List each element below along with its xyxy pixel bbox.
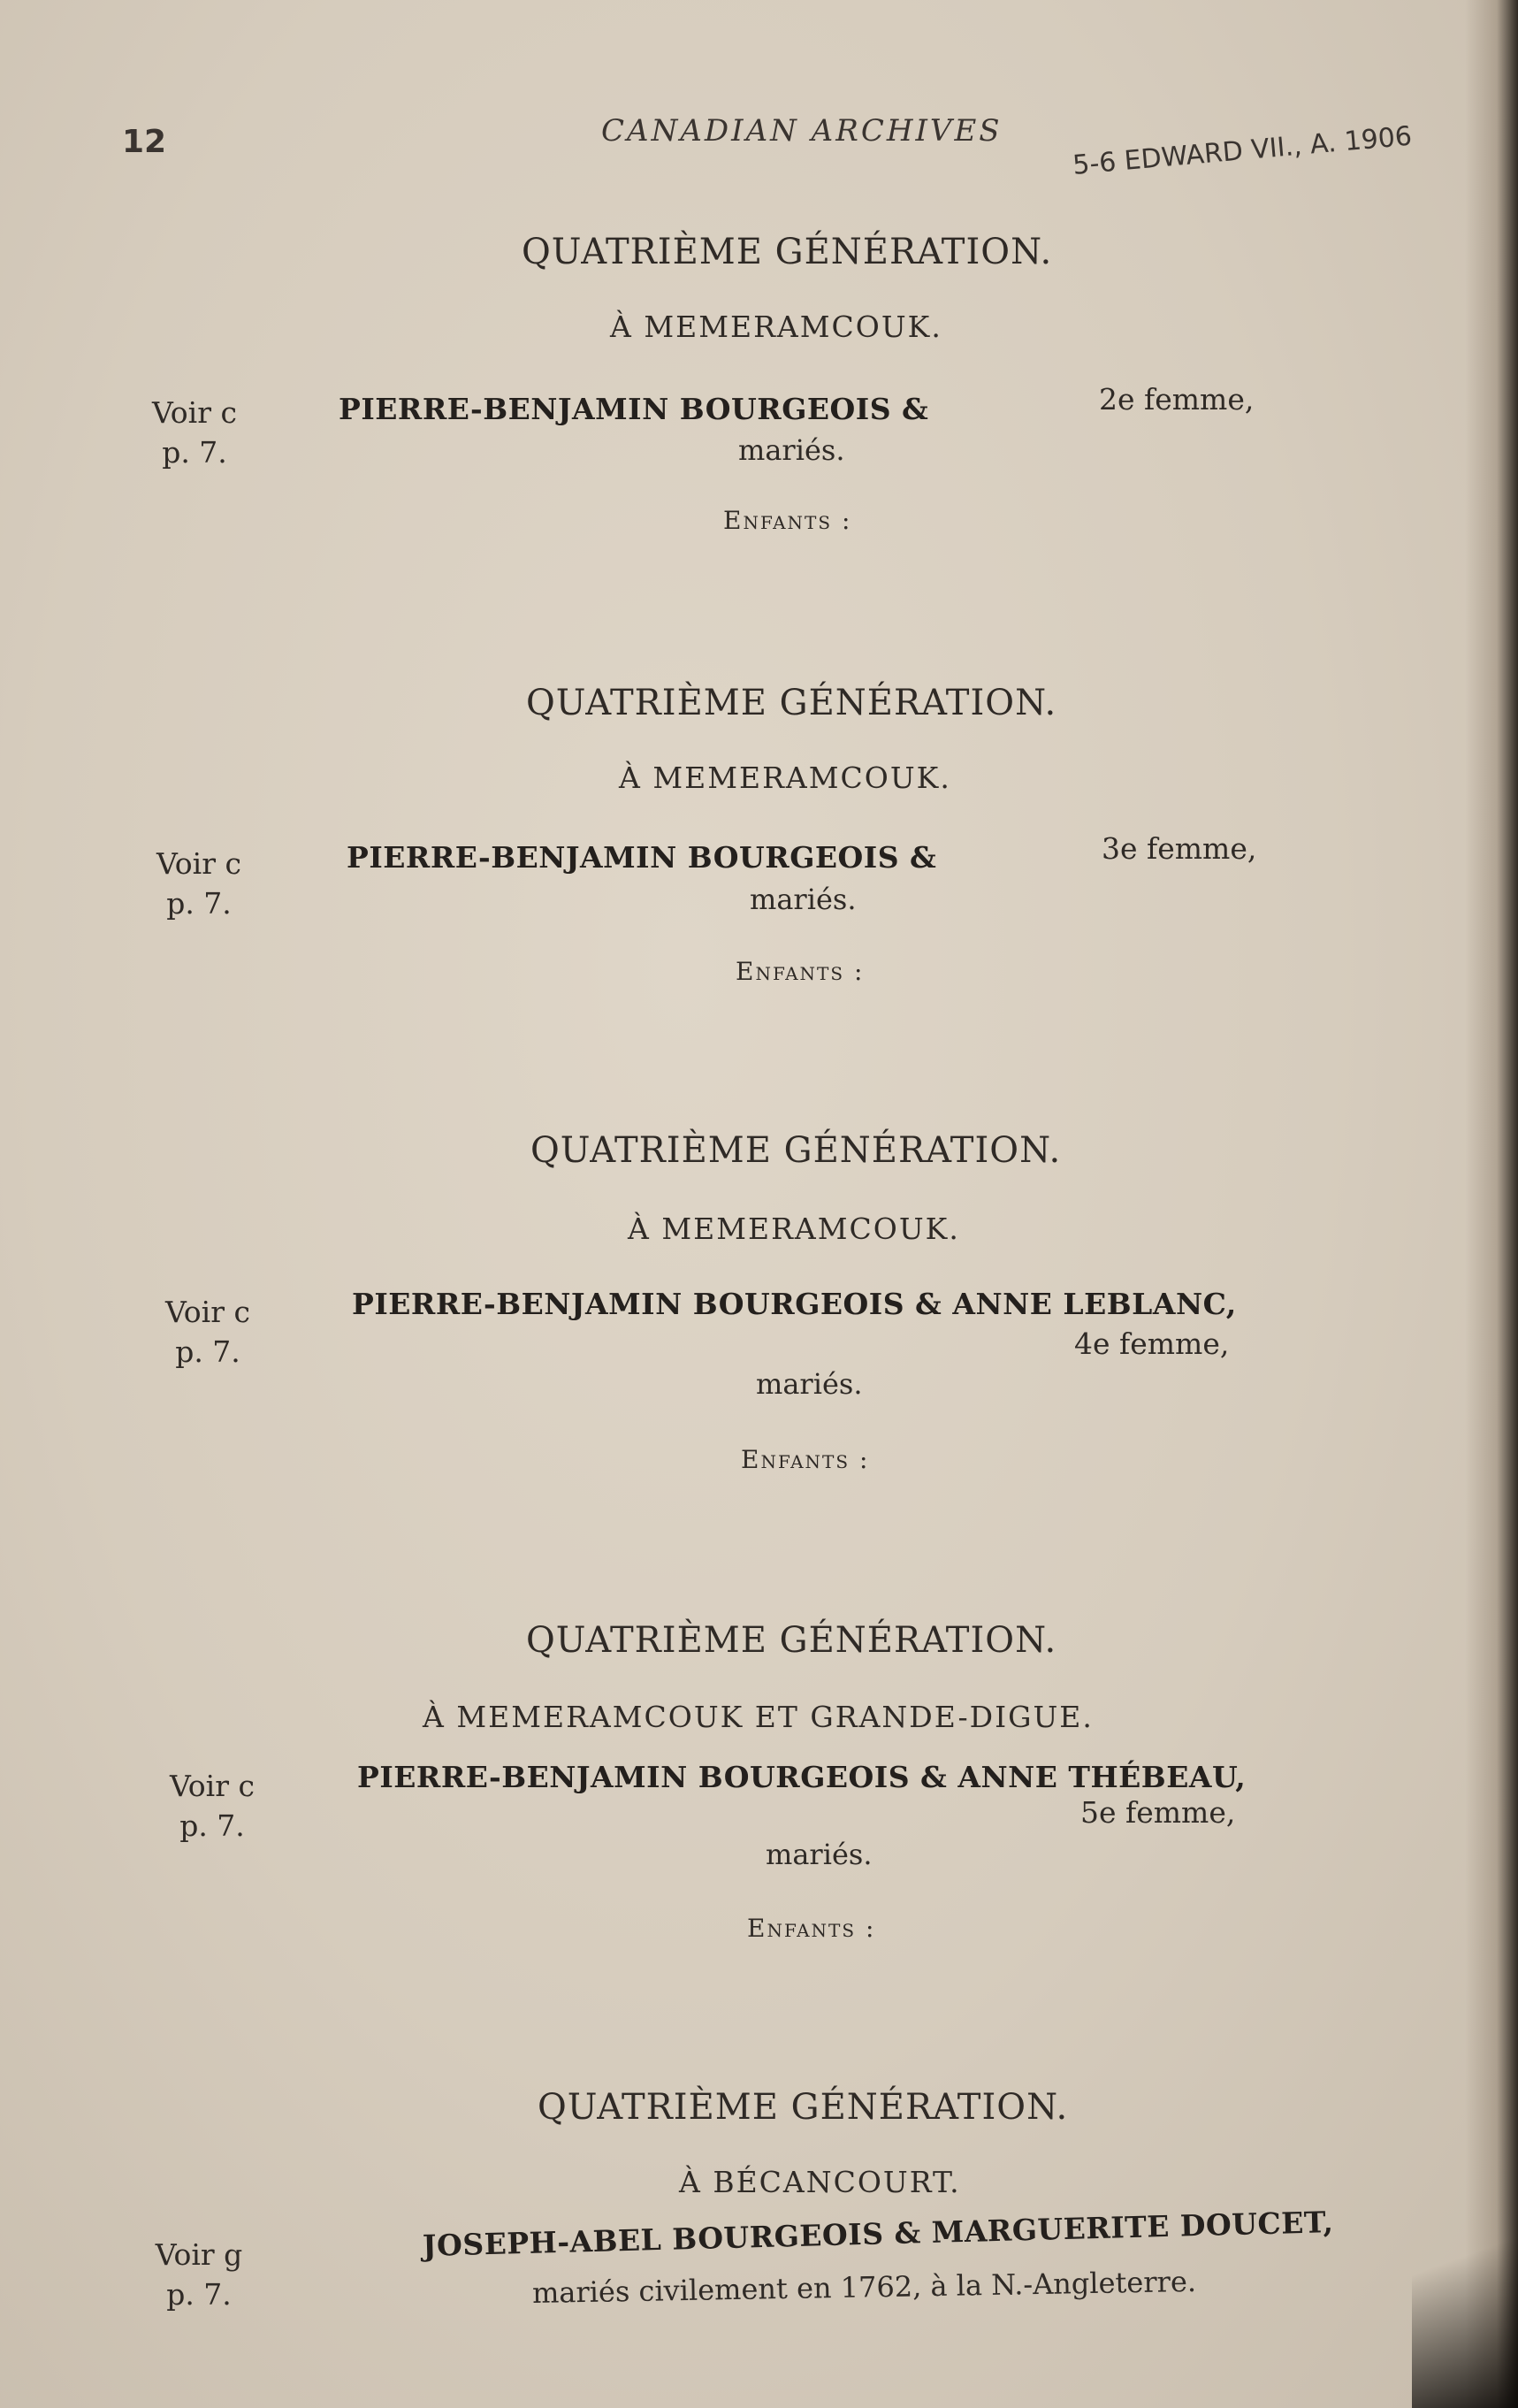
marriage-status: mariés civilement en 1762, à la N.-Angleterre. [531,2264,1197,2310]
children-label: Enfants : [723,506,852,535]
page-spine-shadow [1465,0,1518,2408]
couple-names: PIERRE-BENJAMIN BOURGEOIS & ANNE THÉBEAU, [357,1760,1247,1794]
cross-reference [141,2236,256,2314]
marriage-status: mariés. [750,883,857,916]
children-label: Enfants : [736,957,865,986]
cross-reference [137,394,252,472]
reference-page: p. 7. [175,1334,240,1369]
wife-order-note: 2e femme, [1099,382,1255,417]
couple-names: PIERRE-BENJAMIN BOURGEOIS & [347,840,937,875]
edition-label: 5-6 EDWARD VII., A. 1906 [1071,120,1414,181]
generation-title: QUATRIÈME GÉNÉRATION. [530,1130,1062,1171]
reference-page: p. 7. [166,2276,232,2312]
reference-page: p. 7. [179,1808,245,1843]
marriage-status: mariés. [756,1367,863,1401]
wife-order-note: 5e femme, [1080,1795,1236,1830]
reference-voir: Voir c [156,846,241,881]
generation-title: QUATRIÈME GÉNÉRATION. [538,2087,1069,2128]
running-head: CANADIAN ARCHIVES [601,113,1003,149]
reference-voir: Voir c [152,395,237,430]
marriage-status: mariés. [738,433,845,467]
couple-names: JOSEPH-ABEL BOURGEOIS & MARGUERITE DOUCET, [422,2205,1334,2263]
reference-page: p. 7. [166,885,232,921]
reference-voir: Voir c [170,1769,255,1803]
children-label: Enfants : [747,1914,876,1943]
marriage-status: mariés. [766,1838,873,1871]
generation-title: QUATRIÈME GÉNÉRATION. [526,683,1057,723]
place-heading: À MEMERAMCOUK ET GRANDE-DIGUE. [423,1700,1094,1734]
reference-voir: Voir g [155,2237,243,2272]
cross-reference [150,1293,265,1372]
page-corner-shadow [1412,2160,1518,2408]
place-heading: À MEMERAMCOUK. [619,761,951,795]
couple-names: PIERRE-BENJAMIN BOURGEOIS & [339,392,929,426]
cross-reference [155,1767,270,1846]
wife-order-note: 3e femme, [1102,831,1257,866]
place-heading: À BÉCANCOURT. [679,2165,961,2199]
children-label: Enfants : [741,1445,870,1474]
reference-page: p. 7. [162,434,227,470]
generation-title: QUATRIÈME GÉNÉRATION. [526,1620,1057,1661]
cross-reference [141,845,256,923]
couple-names: PIERRE-BENJAMIN BOURGEOIS & ANNE LEBLANC, [352,1287,1237,1321]
place-heading: À MEMERAMCOUK. [628,1212,960,1246]
reference-voir: Voir c [165,1295,250,1329]
wife-order-note: 4e femme, [1074,1326,1230,1361]
generation-title: QUATRIÈME GÉNÉRATION. [522,232,1053,272]
page-number: 12 [122,124,167,160]
place-heading: À MEMERAMCOUK. [610,310,942,344]
